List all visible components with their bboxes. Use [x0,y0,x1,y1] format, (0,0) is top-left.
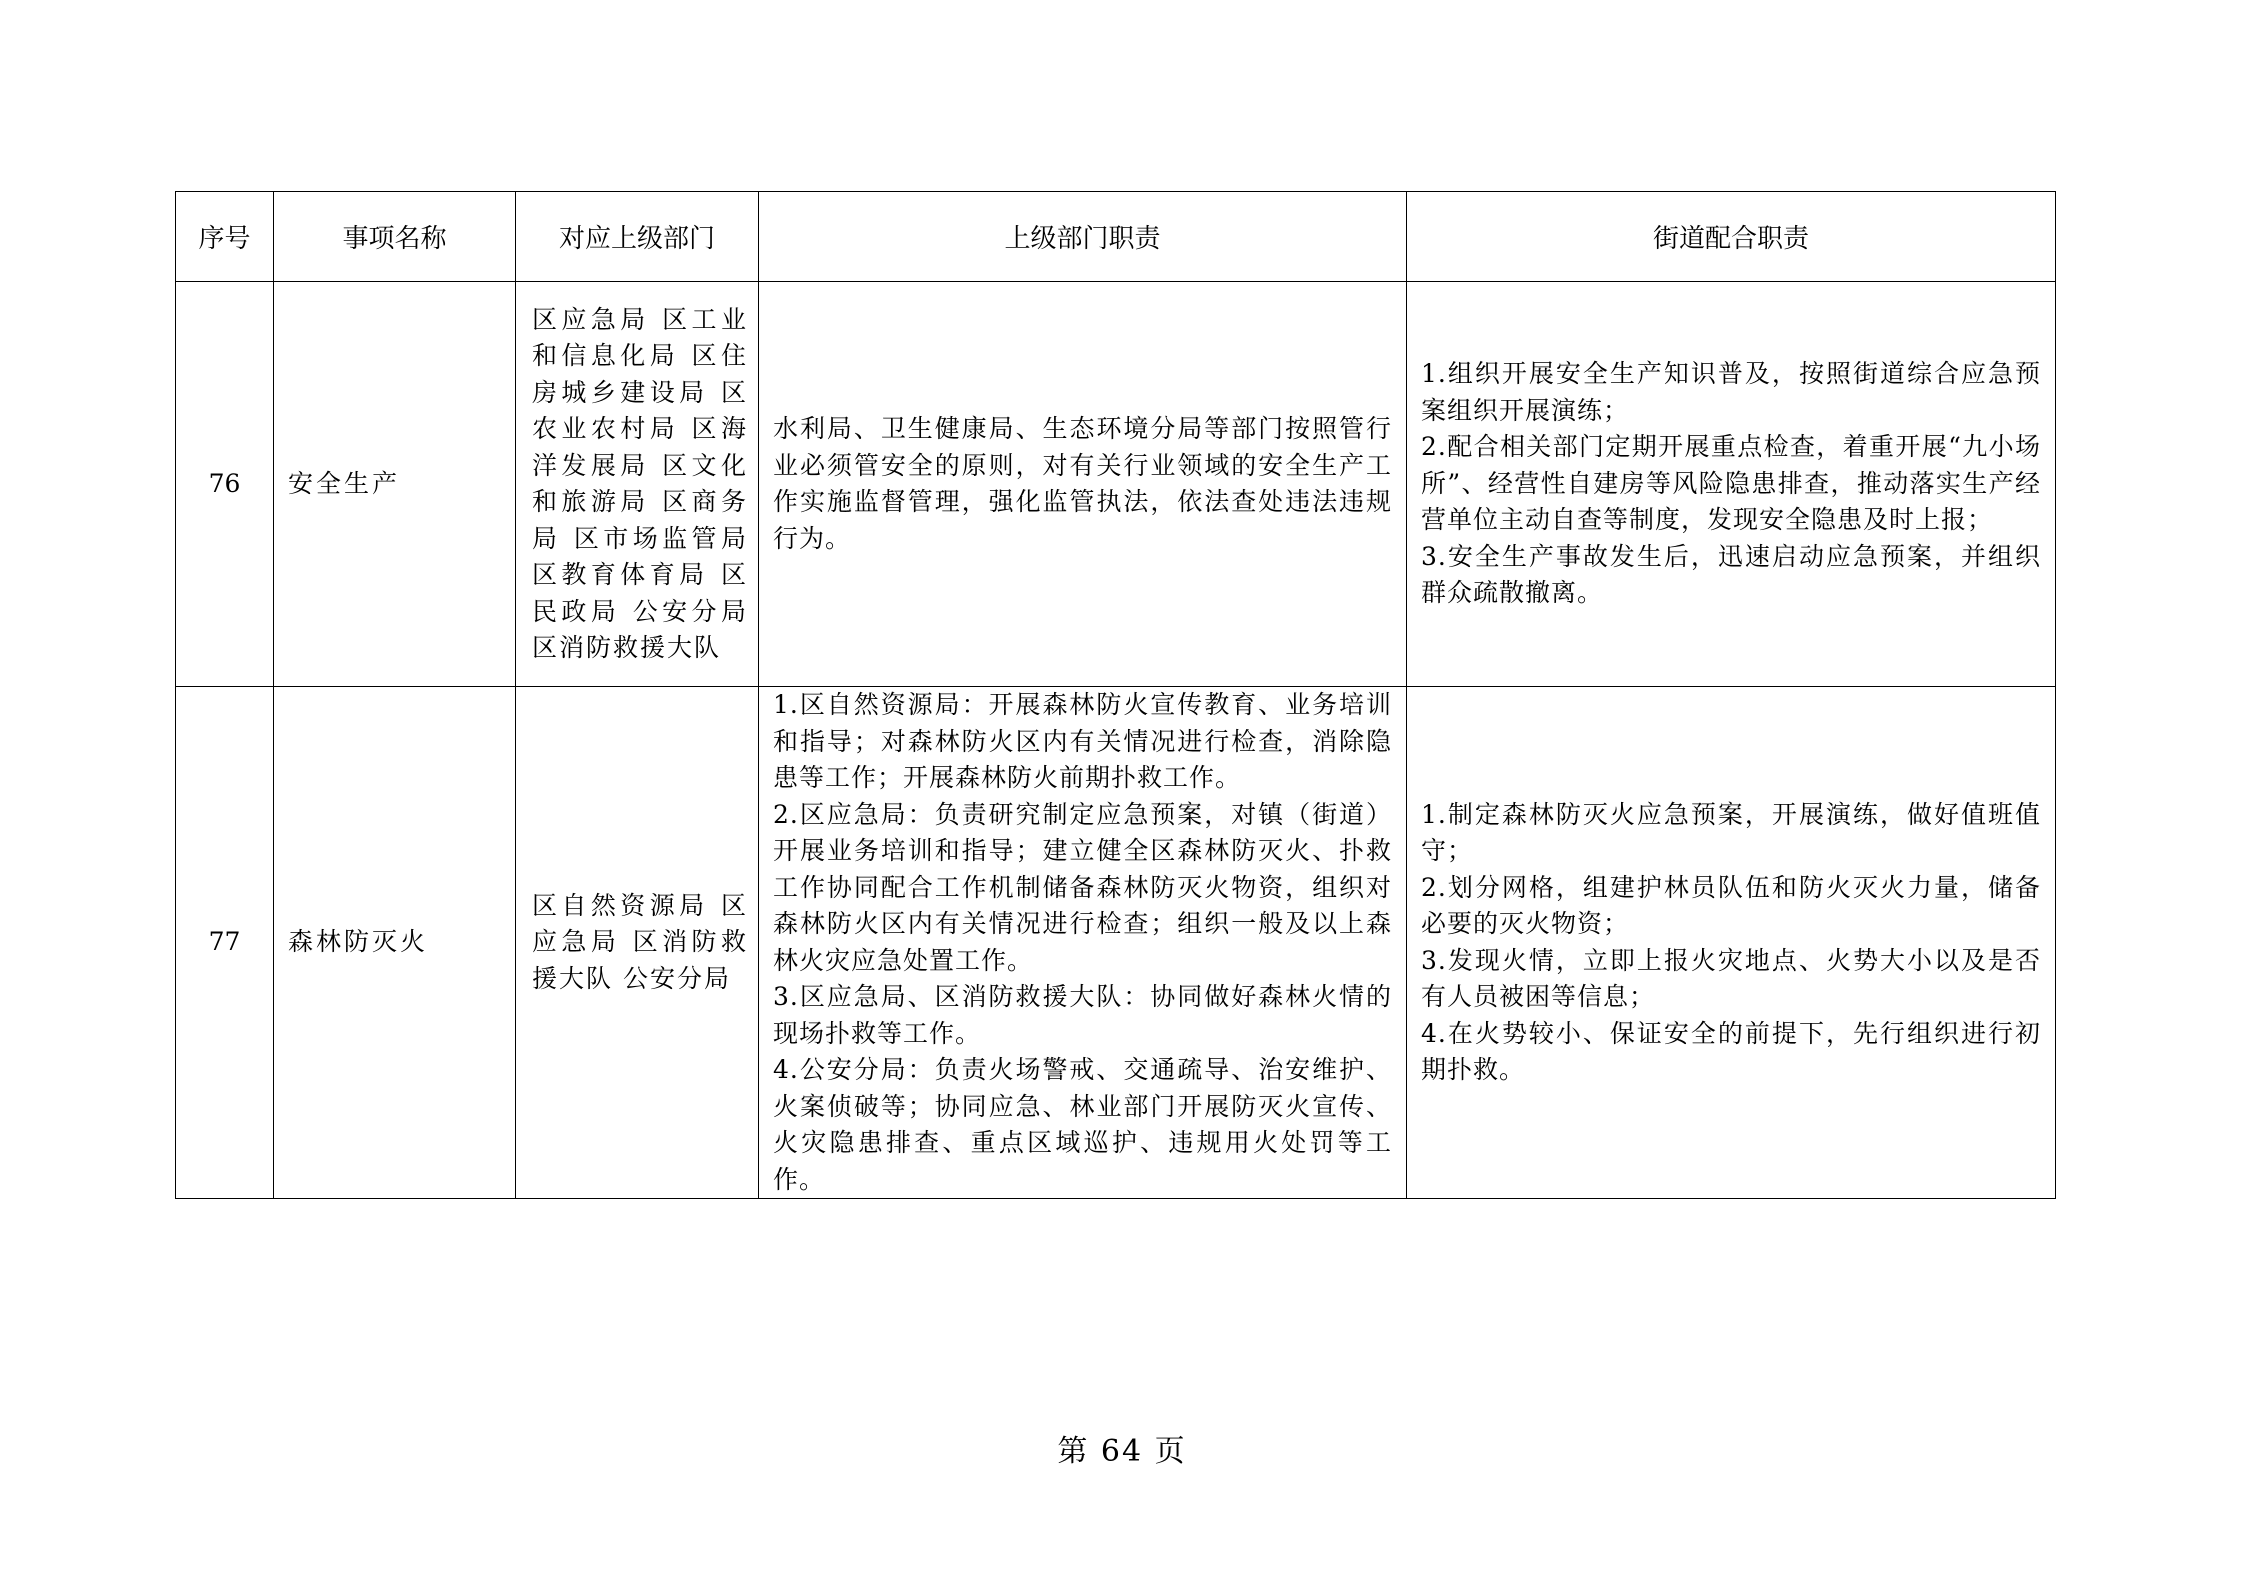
street-duty-line: 1.制定森林防灭火应急预案，开展演练，做好值班值守； [1421,799,2041,865]
row-serial-number: 77 [176,687,274,1199]
street-duty-line: 1.组织开展安全生产知识普及，按照街道综合应急预案组织开展演练； [1421,359,2041,425]
row-superior-duties [759,282,1407,687]
street-duty-line: 2.划分网格，组建护林员队伍和防火灭火力量，储备必要的灭火物资； [1421,872,2041,938]
row-item-name: 森林防灭火 [274,687,516,1199]
table-row [176,687,2056,1199]
row-superior-department: 区自然资源局 区应急局 区消防救援大队 公安分局 [516,687,759,1199]
duty-line: 2.区应急局：负责研究制定应急预案，对镇（街道）开展业务培训和指导；建立健全区森林防灭火、扑救工作协同配合工作机制储备森林防灭火物资，组织对森林防火区内有关情况进行检查；组织一般及以上森林火灾应急处置工作。 [773,799,1392,975]
table-body [176,282,2056,1199]
duty-line: 4.公安分局：负责火场警戒、交通疏导、治安维护、火案侦破等；协同应急、林业部门开展防灭火宣传、火灾隐患排查、重点区域巡护、违规用火处罚等工作。 [773,1055,1392,1194]
page-number: 第 64 页 [1057,1434,1187,1469]
header-superior-department: 对应上级部门 [516,192,759,282]
table-row [176,282,2056,687]
duty-table [175,191,2056,1199]
street-duty-line: 2.配合相关部门定期开展重点检查，着重开展“九小场所”、经营性自建房等风险隐患排查，推动落实生产经营单位主动自查等制度，发现安全隐患及时上报； [1421,432,2041,535]
street-duty-line: 3.安全生产事故发生后，迅速启动应急预案，并组织群众疏散撤离。 [1421,541,2041,608]
header-superior-duties: 上级部门职责 [759,192,1407,282]
header-street-duties: 街道配合职责 [1407,192,2056,282]
row-serial-number: 76 [176,282,274,687]
row-superior-department: 区应急局 区工业和信息化局 区住房城乡建设局 区农业农村局 区海洋发展局 区文化和旅游局 区商务局 区市场监管局 区教育体育局 区民政局 公安分局 区消防救援大队 [516,282,759,687]
row-superior-duties [759,687,1407,1199]
duty-line: 1.区自然资源局：开展森林防火宣传教育、业务培训和指导；对森林防火区内有关情况进行检查，消除隐患等工作；开展森林防火前期扑救工作。 [773,690,1392,792]
street-duty-line: 4.在火势较小、保证安全的前提下，先行组织进行初期扑救。 [1421,1018,2041,1084]
street-duty-line: 3.发现火情，立即上报火灾地点、火势大小以及是否有人员被困等信息； [1421,945,2041,1011]
row-street-duties [1407,282,2056,687]
table-header [176,192,2056,282]
header-row [176,192,2056,282]
row-item-name: 安全生产 [274,282,516,687]
header-item-name: 事项名称 [274,192,516,282]
duty-line: 3.区应急局、区消防救援大队：协同做好森林火情的现场扑救等工作。 [773,982,1392,1048]
row-street-duties [1407,687,2056,1199]
duty-line: 水利局、卫生健康局、生态环境分局等部门按照管行业必须管安全的原则，对有关行业领域的安全生产工作实施监督管理，强化监管执法，依法查处违法违规行为。 [773,414,1392,553]
header-serial-number: 序号 [176,192,274,282]
